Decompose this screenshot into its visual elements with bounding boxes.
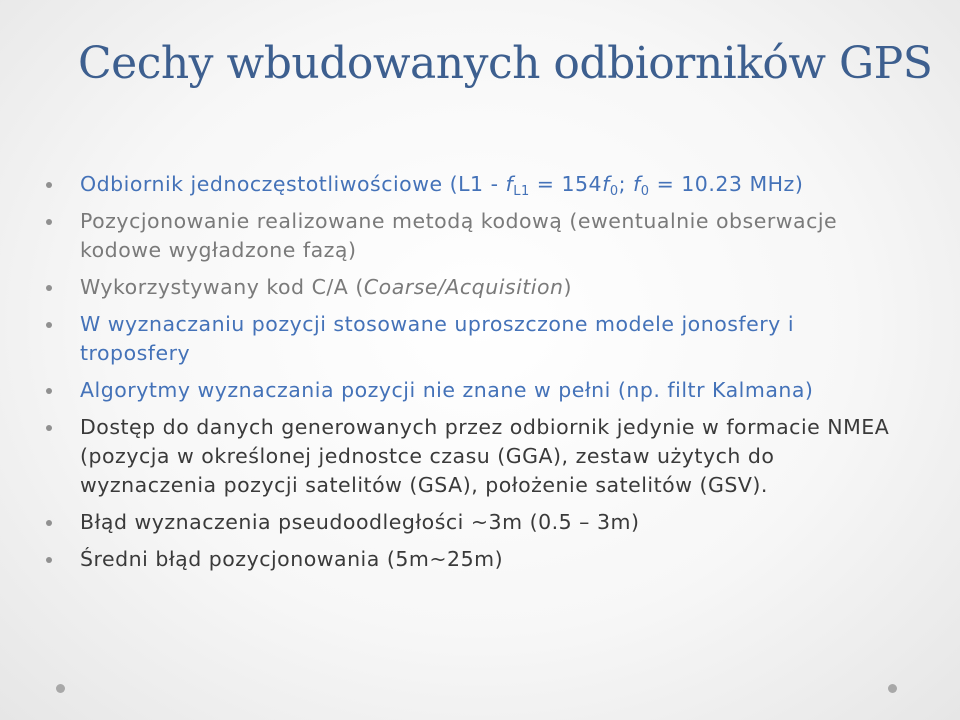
slide-title: Cechy wbudowanych odbiorników GPS <box>78 38 933 89</box>
bullet-algorithms <box>46 376 906 405</box>
bullet-dot-icon <box>46 182 52 188</box>
bullet-text: ) <box>563 275 573 299</box>
frequency-symbol: f <box>505 172 514 196</box>
bullet-text-part: Odbiornik jednoczęstotliwościowe (L1 - <box>80 172 506 196</box>
corner-dot-left-icon <box>56 684 65 693</box>
bullet-code-positioning <box>46 207 906 265</box>
bullet-positioning-error <box>46 545 906 574</box>
bullet-dot-icon <box>46 285 52 291</box>
bullet-ca-code <box>46 273 906 302</box>
subscript-0: 0 <box>640 184 650 199</box>
frequency-symbol: f <box>602 172 610 196</box>
subscript-l1: L1 <box>513 184 530 199</box>
bullet-text: Błąd wyznaczenia pseudoodległości ~3m (0.5 – 3m) <box>80 510 640 534</box>
bullet-text: Algorytmy wyznaczania pozycji nie znane w pełni (np. filtr Kalmana) <box>80 378 814 402</box>
bullet-text: Pozycjonowanie realizowane metodą kodową (ewentualnie obserwacje kodowe wygładzone fazą) <box>80 209 838 262</box>
bullet-receiver-type <box>46 170 906 199</box>
bullet-text: W wyznaczaniu pozycji stosowane uproszczone modele jonosfery i troposfery <box>80 312 795 365</box>
bullet-dot-icon <box>46 425 52 431</box>
bullet-text-part: = 10.23 MHz) <box>649 172 804 196</box>
bullet-dot-icon <box>46 322 52 328</box>
bullet-dot-icon <box>46 388 52 394</box>
bullet-pseudorange-error <box>46 508 906 537</box>
bullet-nmea-data <box>46 413 906 500</box>
bullet-text-part: ; <box>618 172 634 196</box>
bullet-atmosphere-models <box>46 310 906 368</box>
bullet-list <box>46 170 906 582</box>
frequency-symbol: f <box>633 172 641 196</box>
subscript-0: 0 <box>609 184 619 199</box>
corner-dot-right-icon <box>888 684 897 693</box>
bullet-text-italic: Coarse/Acquisition <box>363 275 564 299</box>
bullet-text: Średni błąd pozycjonowania (5m~25m) <box>80 547 504 571</box>
bullet-text: Dostęp do danych generowanych przez odbiornik jedynie w formacie NMEA (pozycja w określonej jednostce czasu (GGA), zestaw użytych do wyznaczenia pozycji satelitów (GSA), położenie satelitów (GSV). <box>80 415 890 497</box>
bullet-dot-icon <box>46 557 52 563</box>
bullet-text: Wykorzystywany kod C/A ( <box>80 275 364 299</box>
bullet-text-part: = 154 <box>529 172 603 196</box>
bullet-dot-icon <box>46 520 52 526</box>
bullet-dot-icon <box>46 219 52 225</box>
